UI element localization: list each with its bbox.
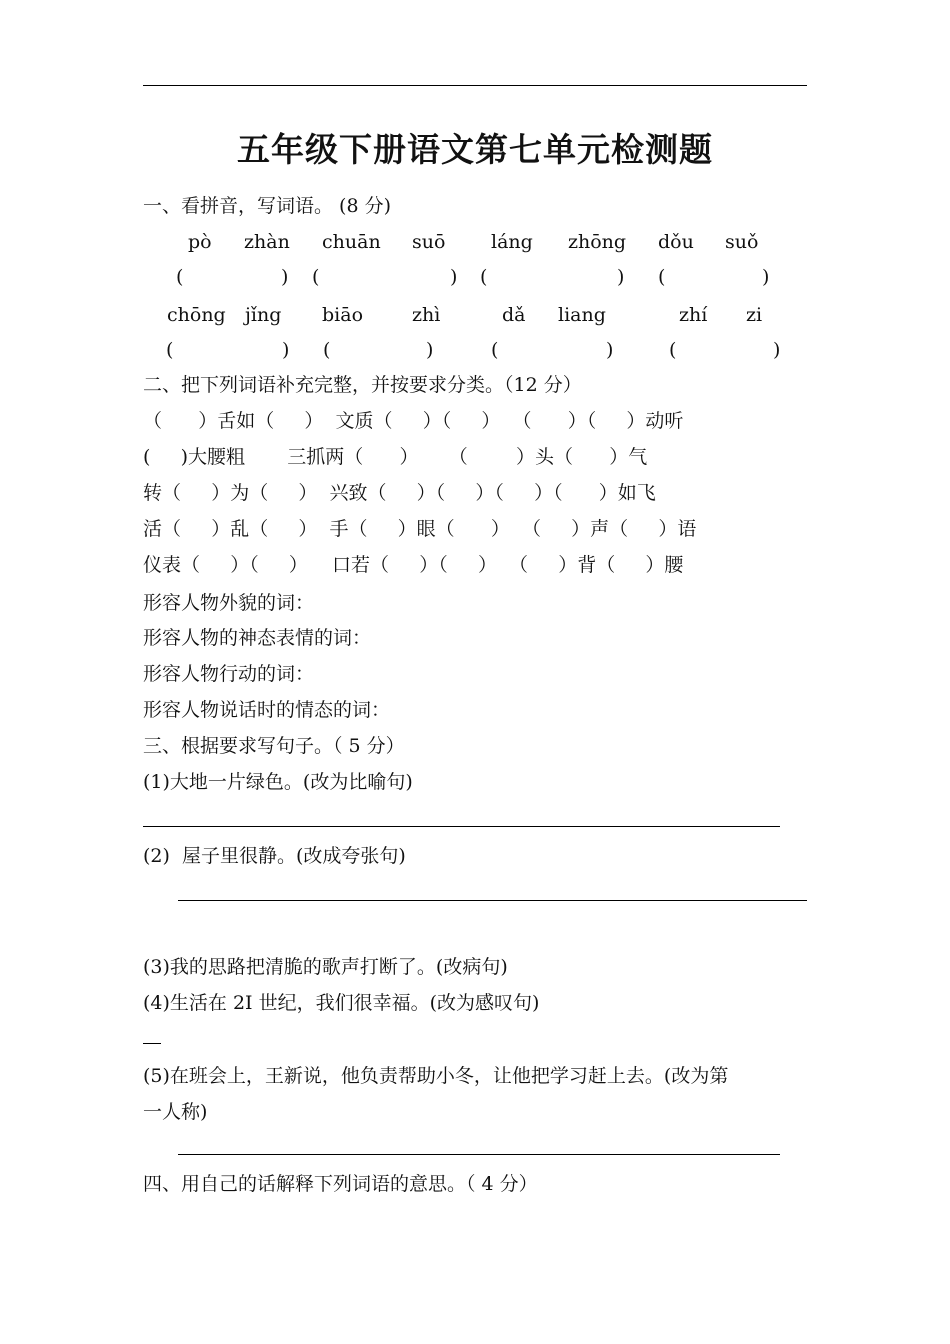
pinyin: pò xyxy=(188,231,212,253)
close-paren: ) xyxy=(617,266,625,288)
pinyin: suǒ xyxy=(725,231,759,253)
pinyin: zhì xyxy=(412,304,441,326)
pinyin: suō xyxy=(412,231,446,253)
close-paren: ) xyxy=(606,339,614,361)
pinyin: chōng xyxy=(167,304,226,326)
idiom-row-5: 仪表（ ）（ ） 口若（ ）（ ） （ ）背（ ）腰 xyxy=(143,554,684,576)
pinyin: biāo xyxy=(322,304,364,326)
answer-line-5[interactable] xyxy=(178,1154,780,1155)
pinyin: láng xyxy=(491,231,533,253)
idiom-row-4: 活（ ）乱（ ） 手（ ）眼（ ） （ ）声（ ）语 xyxy=(143,518,697,540)
answer-line-1[interactable] xyxy=(143,826,780,827)
answer-line-4[interactable] xyxy=(143,1043,161,1044)
close-paren: ) xyxy=(773,339,781,361)
category-action: 形容人物行动的词： xyxy=(143,663,315,685)
pinyin: chuān xyxy=(322,231,381,253)
section3-heading: 三、根据要求写句子。（ 5 分） xyxy=(143,735,405,757)
open-paren: ( xyxy=(176,266,184,288)
top-rule xyxy=(143,85,807,86)
section4-heading: 四、用自己的话解释下列词语的意思。（ 4 分） xyxy=(143,1173,538,1195)
sentence-item-4: (4)生活在 2I 世纪，我们很幸福。(改为感叹句) xyxy=(143,992,540,1014)
pinyin: jǐng xyxy=(245,304,282,326)
section1-heading: 一、看拼音，写词语。 (8 分) xyxy=(143,195,391,217)
pinyin: liang xyxy=(558,304,606,326)
open-paren: ( xyxy=(323,339,331,361)
section2-heading: 二、把下列词语补充完整，并按要求分类。（12 分） xyxy=(143,374,582,396)
open-paren: ( xyxy=(480,266,488,288)
open-paren: ( xyxy=(669,339,677,361)
idiom-row-1: （ ）舌如（ ） 文质（ ）（ ） （ ）（ ）动听 xyxy=(143,410,684,432)
open-paren: ( xyxy=(491,339,499,361)
pinyin: zi xyxy=(746,304,763,326)
sentence-item-3: (3)我的思路把清脆的歌声打断了。(改病句) xyxy=(143,956,508,978)
answer-line-2[interactable] xyxy=(178,900,807,901)
sentence-item-1: (1)大地一片绿色。(改为比喻句) xyxy=(143,771,413,793)
sentence-item-2: (2) 屋子里很静。(改成夸张句) xyxy=(143,845,406,867)
pinyin: dǎ xyxy=(502,304,526,326)
close-paren: ) xyxy=(281,266,289,288)
pinyin: zhōng xyxy=(568,231,627,253)
pinyin: dǒu xyxy=(658,231,694,253)
idiom-row-2: ( )大腰粗 三抓两（ ） （ ）头（ ）气 xyxy=(143,446,648,468)
close-paren: ) xyxy=(282,339,290,361)
page-title: 五年级下册语文第七单元检测题 xyxy=(237,130,713,169)
close-paren: ) xyxy=(762,266,770,288)
idiom-row-3: 转（ ）为（ ） 兴致（ ）（ ）（ ）（ ）如飞 xyxy=(143,482,656,504)
open-paren: ( xyxy=(658,266,666,288)
close-paren: ) xyxy=(426,339,434,361)
sentence-item-5-cont: 一人称) xyxy=(143,1101,208,1123)
category-expression: 形容人物的神态表情的词： xyxy=(143,627,372,649)
category-speech: 形容人物说话时的情态的词： xyxy=(143,699,391,721)
close-paren: ) xyxy=(450,266,458,288)
category-appearance: 形容人物外貌的词： xyxy=(143,592,315,614)
pinyin: zhí xyxy=(679,304,708,326)
sentence-item-5: (5)在班会上，王新说，他负责帮助小冬，让他把学习赶上去。(改为第 xyxy=(143,1065,729,1087)
open-paren: ( xyxy=(166,339,174,361)
pinyin: zhàn xyxy=(244,231,290,253)
open-paren: ( xyxy=(312,266,320,288)
